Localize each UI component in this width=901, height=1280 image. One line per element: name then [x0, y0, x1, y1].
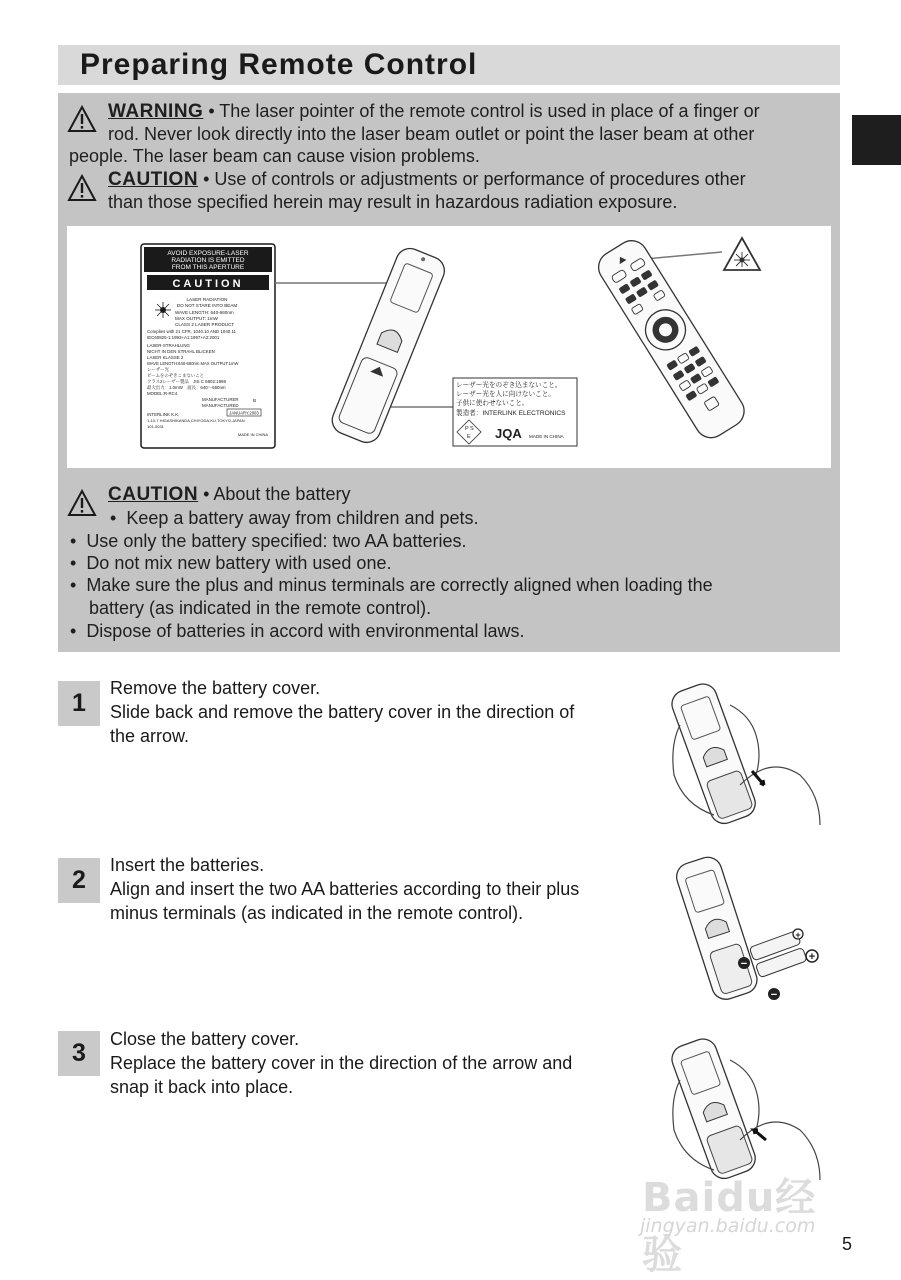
battery-bullet-3: • Make sure the plus and minus terminals are correctly aligned when loading the [70, 575, 713, 595]
battery-bullet-1-text: Use only the battery specified: two AA batteries. [86, 531, 467, 551]
jp-caution-label [453, 378, 577, 446]
close-arrow-icon [754, 1130, 766, 1140]
jp-line-1: レーザー光を人に向けないこと。 [456, 391, 555, 398]
warning-text-1: • The laser pointer of the remote control is used in place of a finger or [203, 101, 760, 121]
step-2-line2: Align and insert the two AA batteries according to their plus [110, 879, 580, 899]
label-line-12: ビームをのぞきこまないこと [147, 373, 204, 378]
warning-text-2: rod. Never look directly into the laser beam outlet or point the laser beam at other [108, 124, 755, 144]
jp-line-0: レーザー光をのぞき込まないこと。 [456, 382, 562, 389]
label-date: JANUARY.2003 [229, 410, 259, 416]
battery-bullet-3-text: Make sure the plus and minus terminals are correctly aligned when loading the [86, 575, 713, 595]
label-company-3: 101-0031 [147, 424, 164, 429]
label-line-0: LASER RADIATION [186, 297, 228, 302]
label-header-1: AVOID EXPOSURE-LASER [167, 250, 249, 257]
step-1-heading: Remove the battery cover. [110, 678, 321, 698]
baidu-watermark [640, 1160, 840, 1278]
page-number: 5 [842, 1234, 853, 1254]
battery-bullet-2: • Do not mix new battery with used one. [70, 553, 392, 573]
warning-label: WARNING [108, 101, 204, 122]
step-2-illustration [670, 852, 830, 1002]
laser-starburst-icon [155, 302, 171, 318]
caution-battery-intro: • About the battery [198, 484, 351, 504]
label-line-3: MAX OUTPUT: 1mW [175, 316, 218, 321]
step-3-line2: Replace the battery cover in the direction of the arrow and [110, 1053, 573, 1073]
caution-battery-line [108, 483, 838, 506]
label-line-14: 最大出力：1.0mW 波長：640〜660nm [147, 385, 226, 390]
step-number-1: 1 [58, 681, 100, 726]
step-1-illustration [660, 675, 830, 825]
label-header-3: FROM THIS APERTURE [171, 264, 245, 271]
laser-label-diagram [67, 226, 831, 468]
battery-bullet-1: • Use only the battery specified: two AA batteries. [70, 531, 467, 551]
pse-letter-e: E [467, 434, 471, 440]
label-line-1: DO NOT STARE INTO BEAM [176, 303, 238, 308]
warning-triangle-icon [67, 105, 97, 133]
plus-sign-2: + [795, 930, 801, 940]
page-title: Preparing Remote Control [80, 48, 478, 81]
label-manufacturer-1: MANUFACTURER [202, 397, 239, 402]
label-line-9: LASER KLASSE 2 [147, 355, 184, 360]
warning-line-1 [108, 100, 838, 123]
label-line-5: Complies with 21 CFR, 1040.10 AND 1040.11 [147, 329, 236, 334]
caution-laser-line-1 [108, 168, 838, 191]
step-1-line3: the arrow. [110, 726, 190, 746]
battery-bullet-4-text: Dispose of batteries in accord with environmental laws. [86, 621, 525, 641]
section-tab [852, 115, 901, 165]
laser-hazard-icon [724, 238, 760, 270]
battery-caution-triangle-icon [67, 489, 97, 517]
step-3-line3: snap it back into place. [110, 1077, 294, 1097]
minus-sign-1: − [740, 958, 748, 970]
label-caution-word: CAUTION [172, 278, 244, 290]
minus-sign-2: − [770, 989, 778, 1001]
jqa-mark: JQA [495, 426, 522, 441]
laser-label-figure [67, 226, 831, 468]
battery-bullet-0-text: Keep a battery away from children and pets. [126, 508, 479, 528]
pse-letter-p: P [465, 426, 469, 432]
step-number-2: 2 [58, 858, 100, 903]
step-3-illustration [660, 1030, 830, 1180]
watermark-sub: jingyan.baidu.com [640, 1215, 816, 1237]
warning-text-3: people. The laser beam can cause vision problems. [69, 146, 480, 166]
label-line-2: WAVE LENGTH: 640-660nm [175, 310, 234, 315]
battery-bullet-4: • Dispose of batteries in accord with environmental laws. [70, 621, 525, 641]
label-manufacturer-2: MANUFACTURED [202, 403, 239, 408]
step-1-line2: Slide back and remove the battery cover in the direction of [110, 702, 575, 722]
watermark-main: Baidu经验 [642, 1175, 817, 1278]
label-line-11: レーザー光 [147, 367, 169, 372]
pse-letter-s: S [470, 426, 474, 432]
title-bar [58, 45, 840, 85]
label-line-8: NICHT IN DEN STRAHL BLICKEN [147, 349, 215, 354]
step-3-heading: Close the battery cover. [110, 1029, 300, 1049]
label-manufacturer-mark: B [253, 398, 257, 403]
label-line-13: クラス2レーザー製品 JIS C 6802:1998 [147, 379, 226, 384]
label-line-15: MODEL:R-RC4 [147, 391, 178, 396]
slide-arrow-icon [752, 771, 764, 785]
caution-battery-label: CAUTION [108, 484, 199, 505]
battery-bullet-0: • Keep a battery away from children and pets. [110, 508, 479, 528]
caution-laser-text-2: than those specified herein may result in hazardous radiation exposure. [108, 192, 678, 212]
caution-laser-text-1: • Use of controls or adjustments or performance of procedures other [198, 169, 746, 189]
label-line-6: IEC60825-1:1993+A1:1997+A2:2001 [147, 335, 220, 340]
jp-made-in: MADE IN CHINA [529, 434, 564, 439]
step-number-3: 3 [58, 1031, 100, 1076]
label-line-4: CLASS 2 LASER PRODUCT [175, 322, 235, 327]
plus-sign-1: + [808, 951, 816, 963]
caution-triangle-icon [67, 174, 97, 202]
step-2-heading: Insert the batteries. [110, 855, 265, 875]
label-company-1: INTERLINK K.K. [147, 412, 180, 417]
jp-line-3: 製造者：INTERLINK ELECTRONICS [456, 410, 566, 417]
remote-back-illustration [328, 244, 449, 446]
battery-bullet-2-text: Do not mix new battery with used one. [86, 553, 392, 573]
caution-laser-label: CAUTION [108, 169, 199, 190]
label-line-7: LASER-STRAHLUNG [147, 343, 190, 348]
step-2-line3: minus terminals (as indicated in the remote control). [110, 903, 524, 923]
label-header-2: RADIATION IS EMITTED [171, 257, 245, 264]
label-company-2: 1-10-7 HIGASHIKANDA CHIYODA-KU,TOKYO,JAPAN [147, 418, 245, 423]
battery-bullet-3-cont: battery (as indicated in the remote control). [89, 598, 432, 618]
laser-caution-label [141, 244, 275, 448]
jp-line-2: 子供に使わせないこと。 [456, 400, 529, 407]
label-made-in: MADE IN CHINA [237, 432, 269, 437]
label-line-10: WAVE LENGTH:640-660nm MAX OUTPUT:1mW [147, 361, 239, 366]
